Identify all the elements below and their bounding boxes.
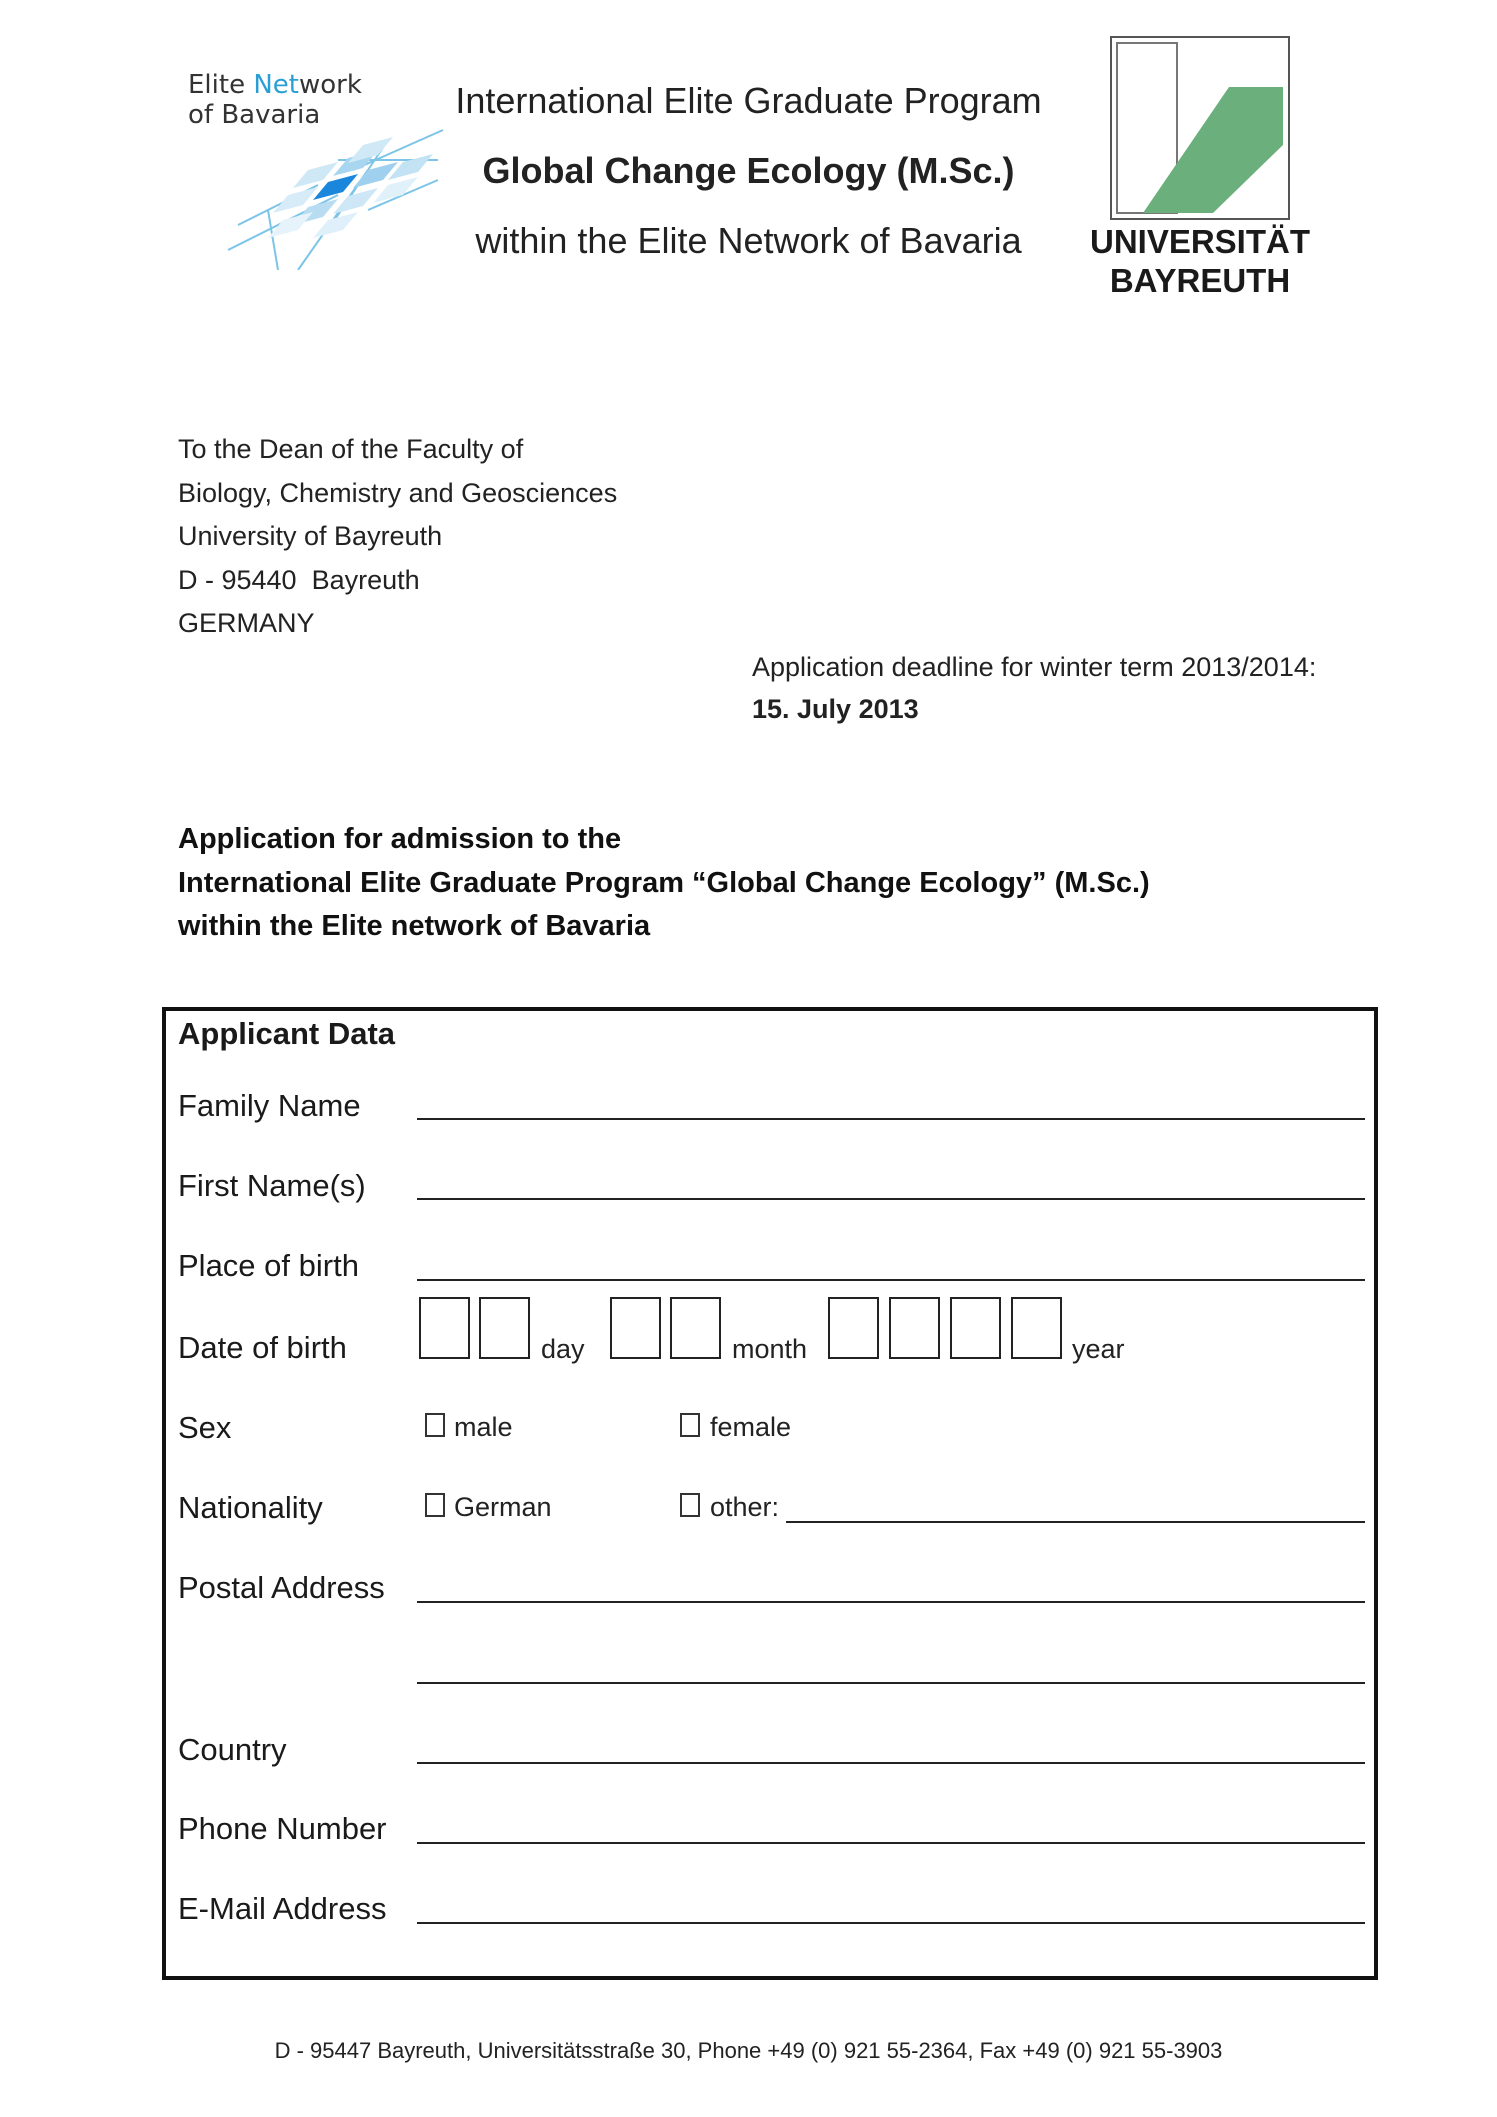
address-line: D - 95440 Bayreuth <box>178 564 420 595</box>
day-digit-box[interactable] <box>479 1297 530 1359</box>
header-line-2: Global Change Ecology (M.Sc.) <box>482 150 1015 191</box>
phone-number-label: Phone Number <box>178 1811 387 1846</box>
title-line: Application for admission to the <box>178 823 622 855</box>
email-address-field[interactable] <box>417 1922 1365 1924</box>
enb-logo-text-line1: Elite Network <box>188 70 362 100</box>
day-label: day <box>541 1334 585 1364</box>
ubt-logo-icon <box>1109 35 1291 221</box>
other-nationality-label: other: <box>710 1492 780 1522</box>
recipient-address <box>178 428 617 646</box>
male-checkbox[interactable] <box>425 1413 445 1437</box>
address-line: GERMANY <box>178 608 315 638</box>
year-digit-box[interactable] <box>1011 1297 1062 1359</box>
family-name-label: Family Name <box>178 1088 361 1123</box>
first-name-label: First Name(s) <box>178 1168 366 1203</box>
month-digit-box[interactable] <box>670 1297 721 1359</box>
year-label: year <box>1072 1334 1125 1364</box>
address-line: Biology, Chemistry and Geosciences <box>178 477 618 508</box>
deadline-label: Application deadline for winter term 2013/2014: <box>752 652 1317 682</box>
header-line-1: International Elite Graduate Program <box>455 80 1042 121</box>
email-address-label: E-Mail Address <box>178 1891 387 1926</box>
year-digit-box[interactable] <box>950 1297 1001 1359</box>
day-digit-box[interactable] <box>419 1297 470 1359</box>
year-digit-box[interactable] <box>828 1297 879 1359</box>
month-digit-box[interactable] <box>610 1297 661 1359</box>
postal-address-label: Postal Address <box>178 1570 385 1605</box>
enb-logo-text-line2: of Bavaria <box>188 100 321 130</box>
address-line: To the Dean of the Faculty of <box>178 434 524 464</box>
postal-address-field-1[interactable] <box>417 1601 1365 1603</box>
address-line: University of Bayreuth <box>178 521 443 551</box>
female-label: female <box>710 1412 792 1442</box>
nationality-label: Nationality <box>178 1490 323 1525</box>
date-of-birth-label: Date of birth <box>178 1330 347 1365</box>
year-digit-box[interactable] <box>889 1297 940 1359</box>
sex-label: Sex <box>178 1410 232 1445</box>
other-nationality-field[interactable] <box>786 1521 1365 1523</box>
male-label: male <box>454 1412 513 1442</box>
place-of-birth-label: Place of birth <box>178 1248 359 1283</box>
application-title <box>178 818 1150 949</box>
country-field[interactable] <box>417 1762 1365 1764</box>
title-line: International Elite Graduate Program “Global Change Ecology” (M.Sc.) <box>178 866 1150 899</box>
female-checkbox[interactable] <box>680 1413 700 1437</box>
place-of-birth-field[interactable] <box>417 1279 1365 1281</box>
ubt-name <box>1080 222 1320 300</box>
family-name-field[interactable] <box>417 1118 1365 1120</box>
phone-number-field[interactable] <box>417 1842 1365 1844</box>
country-label: Country <box>178 1732 287 1767</box>
deadline-date: 15. July 2013 <box>752 694 919 724</box>
ubt-name-line2: BAYREUTH <box>1109 262 1291 299</box>
postal-address-field-2[interactable] <box>417 1682 1365 1684</box>
german-checkbox[interactable] <box>425 1493 445 1517</box>
header-line-3: within the Elite Network of Bavaria <box>475 220 1022 261</box>
title-line: within the Elite network of Bavaria <box>178 910 651 942</box>
applicant-data-heading: Applicant Data <box>178 1016 396 1051</box>
other-nationality-checkbox[interactable] <box>680 1493 700 1517</box>
first-name-field[interactable] <box>417 1198 1365 1200</box>
ubt-name-line1: UNIVERSITÄT <box>1089 223 1310 260</box>
month-label: month <box>732 1334 808 1364</box>
footer-contact: D - 95447 Bayreuth, Universitätsstraße 30, Phone +49 (0) 921 55-2364, Fax +49 (0) 921 55-3903 <box>274 2038 1223 2063</box>
german-label: German <box>454 1492 552 1522</box>
